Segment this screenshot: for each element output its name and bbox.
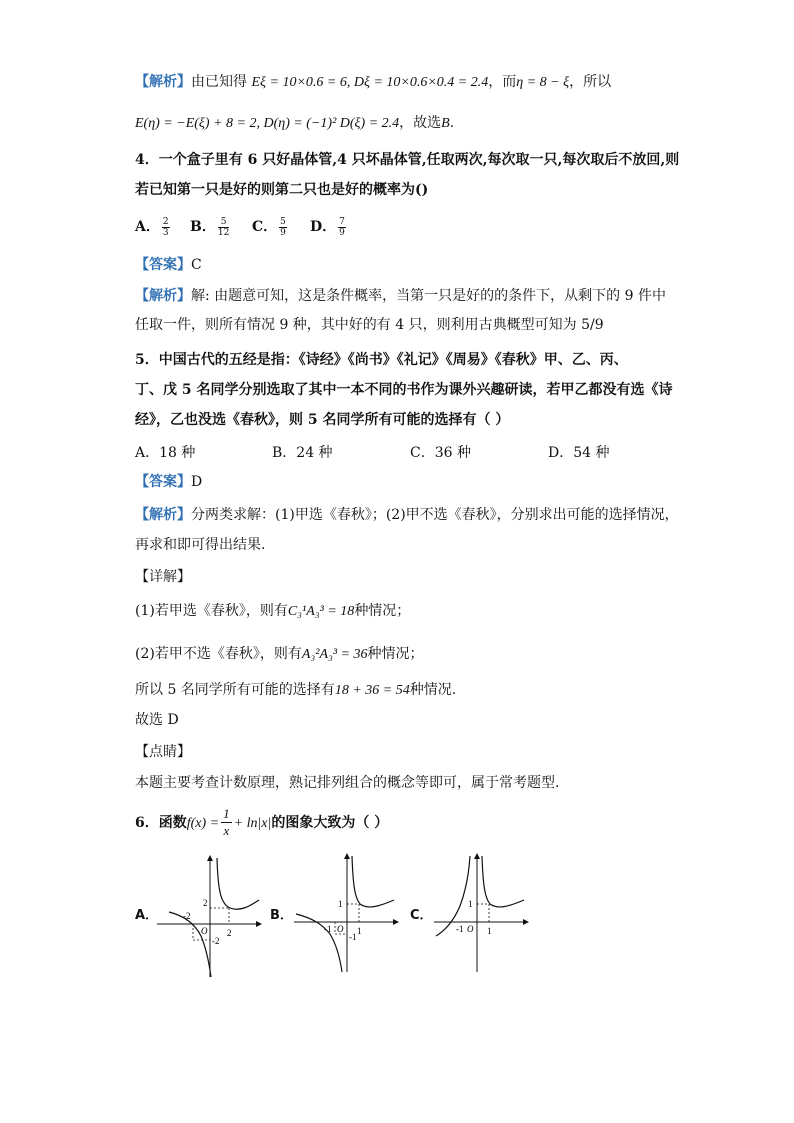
q5-option-c: C．36 种 xyxy=(410,445,471,461)
q4-analysis-line2: 任取一件，则所有情况 9 种，其中好的有 4 只，则利用古典概型可知为 5/9 xyxy=(135,317,604,333)
tick-label: 2 xyxy=(227,928,232,938)
graph-a-label: A． xyxy=(135,908,159,923)
tick-label: 1 xyxy=(338,899,343,909)
eta-formula: E(η) = −E(ξ) + 8 = 2, D(η) = (−1)² D(ξ) = 2.4 xyxy=(135,116,400,131)
q5-detail-heading: 【详解】 xyxy=(135,569,191,585)
origin-label: O xyxy=(337,924,344,934)
tick-label: -2 xyxy=(212,936,220,946)
q5-stem-line1: 5．中国古代的五经是指：《诗经》《尚书》《礼记》《周易》《春秋》甲、乙、丙、 xyxy=(135,352,628,368)
q5-option-b: B．24 种 xyxy=(272,445,333,461)
tick-label: 1 xyxy=(468,899,473,909)
q4-stem-line2: 若已知第一只是好的则第二只也是好的概率为() xyxy=(135,182,429,198)
tick-label: 1 xyxy=(487,926,492,936)
expectation-variance-formula: Eξ = 10×0.6 = 6, Dξ = 10×0.6×0.4 = 2.4 xyxy=(251,75,489,90)
q6-stem: 6．函数f(x) = $\frac{1}{x} + \ln|x|$的图象大致为（ ） xyxy=(135,806,389,838)
graph-c xyxy=(432,850,532,975)
q5-detail-line2: (2)若甲不选《春秋》，则有A₃²A₃³ = 36种情况； xyxy=(135,646,424,662)
origin-label: O xyxy=(201,926,208,936)
q4-answer: 【答案】C xyxy=(135,257,202,273)
q5-option-a: A．18 种 xyxy=(135,445,196,461)
tick-label: -1 xyxy=(456,924,464,934)
q5-comment-heading: 【点睛】 xyxy=(135,744,191,760)
fraction: $\frac{7}{9}$ xyxy=(339,216,345,238)
q4-stem-line1: 4．一个盒子里有 6 只好晶体管,4 只坏晶体管,任取两次,每次取一只,每次取后不放回,则 xyxy=(135,152,680,168)
tick-label: 1 xyxy=(357,926,362,936)
fraction: $\frac{2}{3}$ xyxy=(162,216,169,238)
q5-comment: 本题主要考查计数原理，熟记排列组合的概念等即可，属于常考题型. xyxy=(135,775,560,791)
graph-a xyxy=(155,852,265,982)
fraction: $\frac{5}{9}$ xyxy=(280,216,286,238)
tick-label: -1 xyxy=(349,932,357,942)
origin-label: O xyxy=(467,924,474,934)
q5-detail-line1: (1)若甲选《春秋》，则有C₃¹A₃³ = 18种情况； xyxy=(135,603,411,619)
q5-stem-line2: 丁、戊 5 名同学分别选取了其中一本不同的书作为课外兴趣研读，若甲乙都没有选《诗 xyxy=(135,382,673,398)
q5-analysis-line2: 再求和即可得出结果. xyxy=(135,537,266,553)
q5-detail-line3: 所以 5 名同学所有可能的选择有18 + 36 = 54种情况. xyxy=(135,682,457,698)
q4-option-c: C． $\frac{5}{9}$ xyxy=(252,216,286,238)
fraction: $\frac{1}{x}$ xyxy=(223,806,230,838)
graph-b xyxy=(292,850,402,975)
q5-analysis-line1: 【解析】分两类求解：(1)甲选《春秋》；(2)甲不选《春秋》，分别求出可能的选择情况， xyxy=(135,507,679,523)
graph-c-label: C． xyxy=(410,908,433,923)
tick-label: 2 xyxy=(203,898,208,908)
analysis3-line1: 【解析】由已知得 Eξ = 10×0.6 = 6, Dξ = 10×0.6×0.4 = 2.4，而η = 8 − ξ，所以 xyxy=(135,74,612,90)
q5-option-d: D．54 种 xyxy=(548,445,610,461)
tick-label: -2 xyxy=(183,911,191,921)
analysis-tag: 【解析】 xyxy=(135,74,191,90)
q4-analysis-line1: 【解析】解: 由题意可知，这是条件概率，当第一只是好的的条件下，从剩下的 9 件中 xyxy=(135,288,666,304)
tick-label: -1 xyxy=(324,924,332,934)
graph-b-label: B． xyxy=(270,908,293,923)
q5-answer: 【答案】D xyxy=(135,474,203,490)
q4-option-b: B． $\frac{5}{12}$ xyxy=(190,216,230,238)
analysis3-line2: E(η) = −E(ξ) + 8 = 2, D(η) = (−1)² D(ξ) = 2.4，故选B. xyxy=(135,115,455,131)
q4-option-a: A． $\frac{2}{3}$ xyxy=(135,216,169,238)
q5-detail-line4: 故选 D xyxy=(135,712,179,728)
q4-option-d: D． $\frac{7}{9}$ xyxy=(310,216,345,238)
q5-stem-line3: 经》，乙也没选《春秋》，则 5 名同学所有可能的选择有（ ） xyxy=(135,412,510,428)
fraction: $\frac{5}{12}$ xyxy=(217,216,230,238)
